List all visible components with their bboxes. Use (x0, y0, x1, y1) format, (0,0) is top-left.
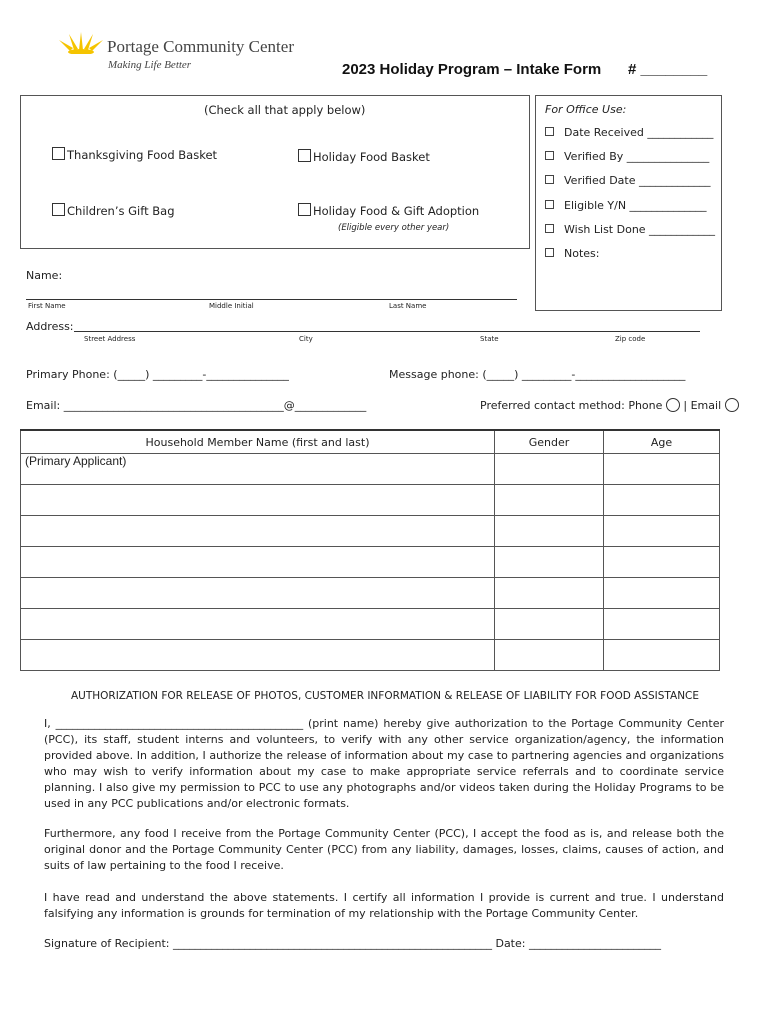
address-label: Address: (26, 320, 74, 333)
name-cell[interactable] (21, 640, 495, 671)
name-label: Name: (26, 269, 63, 282)
org-name: Portage Community Center (107, 37, 294, 56)
office-item-notes[interactable]: Notes: (545, 247, 599, 260)
first-name-caption: First Name (28, 302, 66, 310)
state-caption: State (480, 335, 499, 343)
holiday-food-checkbox[interactable] (298, 149, 311, 162)
gender-cell[interactable] (495, 454, 604, 485)
office-checkbox[interactable] (545, 200, 554, 209)
email-field[interactable]: Email: ________________________________________@_____________ (26, 399, 367, 412)
office-checkbox[interactable] (545, 127, 554, 136)
childrens-gift-checkbox[interactable] (52, 203, 65, 216)
name-cell[interactable] (21, 547, 495, 578)
name-line[interactable] (26, 299, 517, 300)
table-row[interactable] (21, 578, 720, 609)
thanksgiving-checkbox[interactable] (52, 147, 65, 160)
office-item-verified-date[interactable]: Verified Date _____________ (545, 174, 710, 187)
age-cell[interactable] (604, 454, 720, 485)
age-cell[interactable] (604, 547, 720, 578)
adoption-checkbox[interactable] (298, 203, 311, 216)
middle-initial-caption: Middle Initial (209, 302, 254, 310)
office-checkbox[interactable] (545, 151, 554, 160)
table-row[interactable] (21, 485, 720, 516)
office-use-title: For Office Use: (545, 103, 627, 116)
program-thanksgiving[interactable]: Thanksgiving Food Basket (52, 147, 217, 162)
tagline: Making Life Better (108, 59, 192, 71)
programs-instruction: (Check all that apply below) (204, 103, 366, 117)
form-number: # ________ (628, 61, 708, 78)
household-table (20, 429, 720, 671)
table-row[interactable] (21, 609, 720, 640)
age-cell[interactable] (604, 640, 720, 671)
table-header-row (21, 430, 720, 454)
authorization-heading: AUTHORIZATION FOR RELEASE OF PHOTOS, CUSTOMER INFORMATION & RELEASE OF LIABILITY FOR FOOD ASSISTANCE (70, 690, 700, 702)
signature-line[interactable]: Signature of Recipient: __________________________________________________________ Date: ________________________ (44, 937, 661, 950)
gender-cell[interactable] (495, 578, 604, 609)
age-cell[interactable] (604, 516, 720, 547)
name-cell[interactable] (21, 485, 495, 516)
gender-cell[interactable] (495, 547, 604, 578)
office-checkbox[interactable] (545, 248, 554, 257)
authorization-paragraph-3: I have read and understand the above statements. I certify all information I provide is current and true. I understand falsifying any information is grounds for termination of my relationship with the Portage Community Center. (44, 891, 724, 920)
table-row[interactable] (21, 516, 720, 547)
authorization-paragraph-2: Furthermore, any food I receive from the Portage Community Center (PCC), I accept the food as is, and release both the original donor and the Portage Community Center (PCC) from any liability, damages, losses, claims, causes of action, and suits of law pertaining to the food I receive. (44, 827, 724, 872)
table-row[interactable] (21, 640, 720, 671)
program-childrens-gift[interactable]: Children’s Gift Bag (52, 203, 175, 218)
gender-cell[interactable] (495, 485, 604, 516)
logo (56, 30, 106, 54)
contact-method: Preferred contact method: Phone | Email (480, 398, 739, 412)
program-selection-box (20, 95, 530, 249)
age-column-header: Age (604, 430, 720, 454)
street-caption: Street Address (84, 335, 136, 343)
last-name-caption: Last Name (389, 302, 427, 310)
office-item-eligible[interactable]: Eligible Y/N ______________ (545, 199, 707, 212)
name-cell[interactable] (21, 609, 495, 640)
gender-cell[interactable] (495, 609, 604, 640)
adoption-note: (Eligible every other year) (338, 223, 450, 233)
table-row[interactable] (21, 454, 720, 485)
office-checkbox[interactable] (545, 224, 554, 233)
name-cell[interactable] (21, 516, 495, 547)
gender-column-header: Gender (495, 430, 604, 454)
name-cell[interactable]: (Primary Applicant) (21, 454, 495, 485)
name-column-header: Household Member Name (first and last) (21, 430, 495, 454)
gender-cell[interactable] (495, 640, 604, 671)
form-title: 2023 Holiday Program – Intake Form (342, 61, 602, 78)
name-cell[interactable] (21, 578, 495, 609)
age-cell[interactable] (604, 578, 720, 609)
sun-logo-icon (56, 30, 106, 54)
office-item-date-received[interactable]: Date Received ____________ (545, 126, 713, 139)
age-cell[interactable] (604, 609, 720, 640)
address-line[interactable] (74, 331, 700, 332)
primary-phone-field[interactable]: Primary Phone: (_____) _________-_______________ (26, 368, 289, 381)
office-item-verified-by[interactable]: Verified By _______________ (545, 150, 709, 163)
message-phone-field[interactable]: Message phone: (_____) _________-____________________ (389, 368, 686, 381)
program-adoption[interactable]: Holiday Food & Gift Adoption (298, 203, 479, 218)
age-cell[interactable] (604, 485, 720, 516)
table-row[interactable] (21, 547, 720, 578)
gender-cell[interactable] (495, 516, 604, 547)
program-holiday-food[interactable]: Holiday Food Basket (298, 149, 430, 164)
office-item-wish-list[interactable]: Wish List Done ____________ (545, 223, 715, 236)
phone-radio[interactable] (666, 398, 680, 412)
email-radio[interactable] (725, 398, 739, 412)
authorization-paragraph-1: I, _____________________________________________ (print name) hereby give authorization to the Portage Community Center (PCC), its staff, student interns and volunteers, to verify with any other service organization/agency, the information provided above. In addition, I authorize the release of information about my case to partnering agencies and organizations who may wish to verify information about my case to make appropriate service referrals and to coordinate service planning. I also give my permission to PCC to use any photographs and/or videos taken during the Holiday Programs to be used in any PCC publications and/or electronic formats. (44, 717, 724, 810)
city-caption: City (299, 335, 313, 343)
zip-caption: Zip code (615, 335, 646, 343)
office-checkbox[interactable] (545, 175, 554, 184)
